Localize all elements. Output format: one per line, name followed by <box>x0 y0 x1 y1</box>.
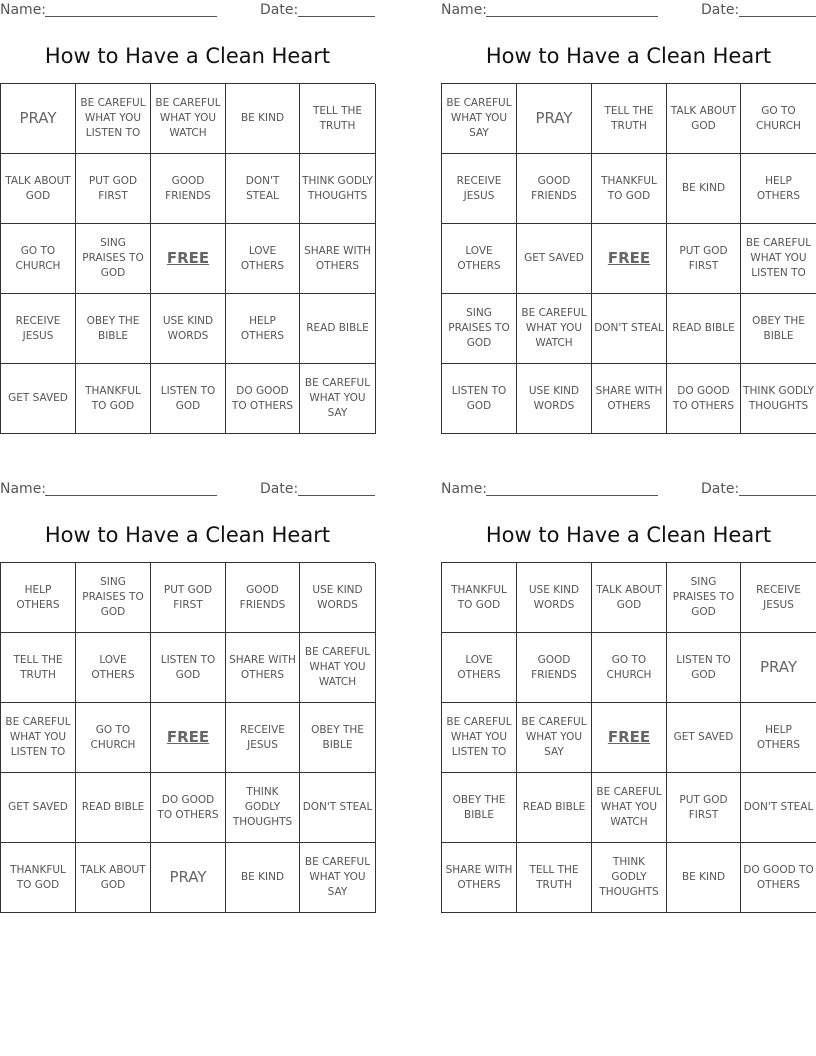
bingo-cell[interactable]: DO GOOD TO OTHERS <box>151 773 226 843</box>
date-label: Date: <box>701 481 740 497</box>
bingo-card-3 <box>0 479 375 898</box>
bingo-cell[interactable]: TELL THE TRUTH <box>592 84 667 154</box>
bingo-cell[interactable]: SHARE WITH OTHERS <box>300 224 376 294</box>
bingo-cell[interactable]: LISTEN TO GOD <box>667 633 741 703</box>
bingo-cell[interactable]: HELP OTHERS <box>226 294 300 364</box>
bingo-cell[interactable]: DO GOOD TO OTHERS <box>667 364 741 434</box>
bingo-card-4 <box>441 479 816 898</box>
free-space-cell[interactable]: FREE <box>151 224 226 294</box>
bingo-cell[interactable]: TALK ABOUT GOD <box>592 563 667 633</box>
name-label: Name: <box>441 2 488 18</box>
bingo-cell[interactable]: HELP OTHERS <box>741 154 816 224</box>
bingo-cell[interactable]: DON'T STEAL <box>741 773 816 843</box>
bingo-cell[interactable]: THINK GODLY THOUGHTS <box>226 773 300 843</box>
bingo-cell[interactable]: RECEIVE JESUS <box>226 703 300 773</box>
bingo-card-1 <box>0 0 375 419</box>
bingo-cell[interactable]: BE CAREFUL WHAT YOU LISTEN TO <box>741 224 816 294</box>
name-date-row <box>441 479 816 501</box>
bingo-cell[interactable]: HELP OTHERS <box>1 563 76 633</box>
bingo-cell[interactable]: GOOD FRIENDS <box>226 563 300 633</box>
bingo-cell[interactable]: BE CAREFUL WHAT YOU LISTEN TO <box>442 703 517 773</box>
bingo-cell[interactable]: BE CAREFUL WHAT YOU WATCH <box>517 294 592 364</box>
name-input-line[interactable] <box>45 495 217 496</box>
bingo-cell[interactable]: PUT GOD FIRST <box>76 154 151 224</box>
bingo-cell[interactable]: PUT GOD FIRST <box>151 563 226 633</box>
bingo-cell[interactable]: BE CAREFUL WHAT YOU SAY <box>300 364 376 434</box>
bingo-cell[interactable]: LOVE OTHERS <box>76 633 151 703</box>
bingo-cell[interactable]: USE KIND WORDS <box>300 563 376 633</box>
card-title: How to Have a Clean Heart <box>44 523 331 547</box>
bingo-cell[interactable]: SHARE WITH OTHERS <box>442 843 517 913</box>
bingo-cell[interactable]: TELL THE TRUTH <box>300 84 376 154</box>
bingo-cell[interactable]: PUT GOD FIRST <box>667 773 741 843</box>
name-label: Name: <box>0 2 47 18</box>
bingo-cell[interactable]: BE CAREFUL WHAT YOU SAY <box>442 84 517 154</box>
bingo-cell[interactable]: GO TO CHURCH <box>1 224 76 294</box>
date-input-line[interactable] <box>298 495 375 496</box>
bingo-cell[interactable]: SING PRAISES TO GOD <box>442 294 517 364</box>
bingo-cell[interactable]: BE CAREFUL WHAT YOU SAY <box>300 843 376 913</box>
bingo-cell[interactable]: THANKFUL TO GOD <box>76 364 151 434</box>
bingo-cell[interactable]: SING PRAISES TO GOD <box>76 224 151 294</box>
bingo-cell[interactable]: THINK GODLY THOUGHTS <box>300 154 376 224</box>
bingo-cell[interactable]: GO TO CHURCH <box>76 703 151 773</box>
date-label: Date: <box>701 2 740 18</box>
bingo-grid <box>441 83 816 434</box>
bingo-cell[interactable]: BE CAREFUL WHAT YOU WATCH <box>300 633 376 703</box>
bingo-cell[interactable]: PRAY <box>1 84 76 154</box>
bingo-cell[interactable]: GET SAVED <box>1 364 76 434</box>
bingo-cell[interactable]: THINK GODLY THOUGHTS <box>741 364 816 434</box>
bingo-cell[interactable]: HELP OTHERS <box>741 703 816 773</box>
bingo-cell[interactable]: USE KIND WORDS <box>517 563 592 633</box>
card-title: How to Have a Clean Heart <box>44 44 331 68</box>
bingo-cell[interactable]: PRAY <box>517 84 592 154</box>
bingo-cell[interactable]: LOVE OTHERS <box>442 224 517 294</box>
bingo-cell[interactable]: LOVE OTHERS <box>442 633 517 703</box>
bingo-cell[interactable]: PUT GOD FIRST <box>667 224 741 294</box>
bingo-cell[interactable]: DON'T STEAL <box>300 773 376 843</box>
name-date-row <box>0 479 375 501</box>
free-space-cell[interactable]: FREE <box>592 224 667 294</box>
bingo-cell[interactable]: TALK ABOUT GOD <box>667 84 741 154</box>
bingo-cell[interactable]: GET SAVED <box>667 703 741 773</box>
bingo-cell[interactable]: DON'T STEAL <box>592 294 667 364</box>
bingo-cell[interactable]: BE CAREFUL WHAT YOU LISTEN TO <box>1 703 76 773</box>
bingo-cell[interactable]: OBEY THE BIBLE <box>300 703 376 773</box>
bingo-cell[interactable]: RECEIVE JESUS <box>442 154 517 224</box>
bingo-cell[interactable]: TALK ABOUT GOD <box>1 154 76 224</box>
bingo-cell[interactable]: RECEIVE JESUS <box>1 294 76 364</box>
bingo-cell[interactable]: TELL THE TRUTH <box>517 843 592 913</box>
bingo-cell[interactable]: SING PRAISES TO GOD <box>667 563 741 633</box>
bingo-grid <box>0 83 375 434</box>
bingo-cell[interactable]: BE KIND <box>667 154 741 224</box>
bingo-cell[interactable]: LISTEN TO GOD <box>151 364 226 434</box>
bingo-cell[interactable]: THANKFUL TO GOD <box>1 843 76 913</box>
bingo-cell[interactable]: GOOD FRIENDS <box>151 154 226 224</box>
free-space-cell[interactable]: FREE <box>151 703 226 773</box>
bingo-cell[interactable]: GET SAVED <box>1 773 76 843</box>
name-date-row <box>441 0 816 22</box>
bingo-cell[interactable]: SHARE WITH OTHERS <box>226 633 300 703</box>
bingo-cell[interactable]: READ BIBLE <box>300 294 376 364</box>
date-input-line[interactable] <box>739 16 816 17</box>
name-input-line[interactable] <box>486 495 658 496</box>
bingo-cell[interactable]: BE CAREFUL WHAT YOU WATCH <box>151 84 226 154</box>
bingo-cell[interactable]: PRAY <box>151 843 226 913</box>
bingo-cell[interactable]: PRAY <box>741 633 816 703</box>
date-input-line[interactable] <box>739 495 816 496</box>
bingo-cell[interactable]: BE CAREFUL WHAT YOU SAY <box>517 703 592 773</box>
bingo-cell[interactable]: READ BIBLE <box>667 294 741 364</box>
bingo-cell[interactable]: THANKFUL TO GOD <box>592 154 667 224</box>
bingo-cell[interactable]: TELL THE TRUTH <box>1 633 76 703</box>
date-input-line[interactable] <box>298 16 375 17</box>
bingo-cell[interactable]: BE KIND <box>667 843 741 913</box>
bingo-cell[interactable]: GET SAVED <box>517 224 592 294</box>
bingo-cell[interactable]: READ BIBLE <box>517 773 592 843</box>
bingo-cell[interactable]: OBEY THE BIBLE <box>76 294 151 364</box>
bingo-cell[interactable]: OBEY THE BIBLE <box>741 294 816 364</box>
bingo-cell[interactable]: SHARE WITH OTHERS <box>592 364 667 434</box>
bingo-cell[interactable]: DO GOOD TO OTHERS <box>226 364 300 434</box>
bingo-cell[interactable]: READ BIBLE <box>76 773 151 843</box>
date-label: Date: <box>260 2 299 18</box>
bingo-cell[interactable]: BE CAREFUL WHAT YOU WATCH <box>592 773 667 843</box>
bingo-cell[interactable]: LOVE OTHERS <box>226 224 300 294</box>
bingo-cell[interactable]: DON'T STEAL <box>226 154 300 224</box>
bingo-cell[interactable]: GO TO CHURCH <box>592 633 667 703</box>
bingo-cell[interactable]: THANKFUL TO GOD <box>442 563 517 633</box>
bingo-cell[interactable]: USE KIND WORDS <box>517 364 592 434</box>
bingo-cell[interactable]: GOOD FRIENDS <box>517 633 592 703</box>
bingo-card-2 <box>441 0 816 412</box>
card-title: How to Have a Clean Heart <box>485 44 772 68</box>
bingo-cell[interactable]: OBEY THE BIBLE <box>442 773 517 843</box>
date-label: Date: <box>260 481 299 497</box>
bingo-cell[interactable]: BE KIND <box>226 84 300 154</box>
card-title: How to Have a Clean Heart <box>485 523 772 547</box>
name-input-line[interactable] <box>45 16 217 17</box>
bingo-cell[interactable]: LISTEN TO GOD <box>151 633 226 703</box>
free-space-cell[interactable]: FREE <box>592 703 667 773</box>
bingo-grid <box>0 562 375 913</box>
bingo-cell[interactable]: DO GOOD TO OTHERS <box>741 843 816 913</box>
bingo-cell[interactable]: RECEIVE JESUS <box>741 563 816 633</box>
bingo-cell[interactable]: BE KIND <box>226 843 300 913</box>
name-input-line[interactable] <box>486 16 658 17</box>
bingo-cell[interactable]: THINK GODLY THOUGHTS <box>592 843 667 913</box>
bingo-cell[interactable]: SING PRAISES TO GOD <box>76 563 151 633</box>
bingo-grid <box>441 562 816 913</box>
bingo-cell[interactable]: GOOD FRIENDS <box>517 154 592 224</box>
bingo-cell[interactable]: LISTEN TO GOD <box>442 364 517 434</box>
bingo-cell[interactable]: BE CAREFUL WHAT YOU LISTEN TO <box>76 84 151 154</box>
bingo-cell[interactable]: USE KIND WORDS <box>151 294 226 364</box>
name-label: Name: <box>0 481 47 497</box>
bingo-cell[interactable]: TALK ABOUT GOD <box>76 843 151 913</box>
bingo-cell[interactable]: GO TO CHURCH <box>741 84 816 154</box>
name-date-row <box>0 0 375 22</box>
name-label: Name: <box>441 481 488 497</box>
